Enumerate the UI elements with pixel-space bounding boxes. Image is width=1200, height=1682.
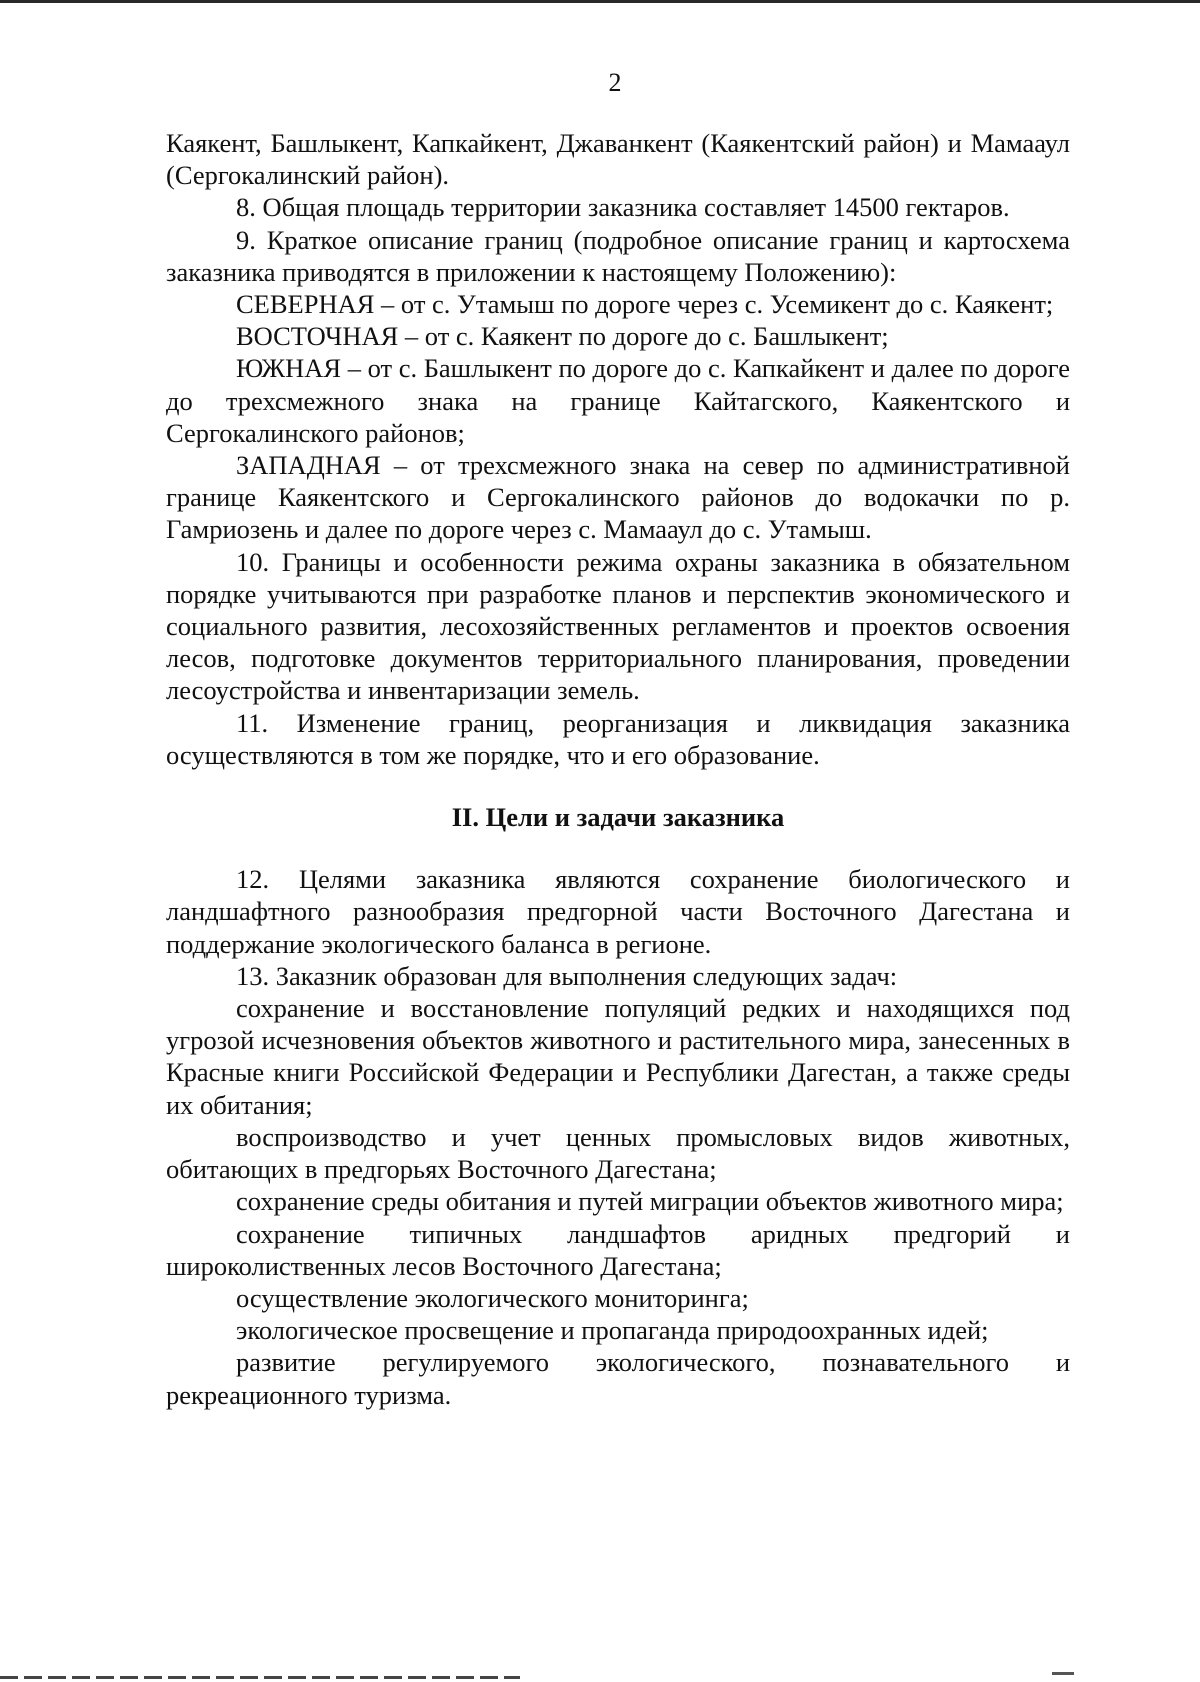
task-item: осуществление экологического мониторинга; (236, 1282, 749, 1313)
scan-edge-top (0, 0, 1200, 3)
paragraph-boundary-south: ЮЖНАЯ – от с. Башлыкент по дороге до с. Капкайкент и далее по дороге до трехсмежного знака на границе Кайтагского, Каякентского и Сергокалинского районов; (166, 353, 1070, 448)
paragraph-item-11: 11. Изменение границ, реорганизация и ликвидация заказника осуществляются в том же порядке, что и его образование. (166, 707, 1070, 770)
page-number: 2 (608, 68, 622, 97)
task-item: сохранение и восстановление популяций редких и находящихся под угрозой исчезновения объектов животного и растительного мира, занесенных в Красные книги Российской Федерации и Республики Дагестан, а также среды их обитания; (166, 993, 1070, 1120)
section-heading: II. Цели и задачи заказника (451, 802, 785, 833)
scan-edge-bottom (0, 1676, 520, 1679)
paragraph-boundary-north: СЕВЕРНАЯ – от с. Утамыш по дороге через с. Усемикент до с. Каякент; (236, 289, 1054, 320)
scan-mark (1052, 1672, 1074, 1675)
paragraph-boundary-west: ЗАПАДНАЯ – от трехсмежного знака на север по административной границе Каякентского и Сергокалинского районов до водокачки по р. Гамриозень и далее по дороге через с. Мамааул до с. Утамыш. (166, 450, 1070, 545)
document-body (166, 127, 1070, 1411)
task-item: сохранение типичных ландшафтов аридных предгорий и широколиственных лесов Восточного Дагестана; (166, 1218, 1070, 1281)
task-item: экологическое просвещение и пропаганда природоохранных идей; (236, 1315, 989, 1346)
paragraph-item-8: 8. Общая площадь территории заказника составляет 14500 гектаров. (236, 192, 1010, 223)
task-item: воспроизводство и учет ценных промысловых видов животных, обитающих в предгорьях Восточного Дагестана; (166, 1121, 1070, 1185)
task-item: развитие регулируемого экологического, познавательного и рекреационного туризма. (166, 1347, 1070, 1410)
task-item: сохранение среды обитания и путей миграции объектов животного мира; (236, 1186, 1064, 1217)
paragraph-item-12: 12. Целями заказника являются сохранение биологического и ландшафтного разнообразия предгорной части Восточного Дагестана и поддержание экологического баланса в регионе. (166, 864, 1070, 959)
paragraph-item-13: 13. Заказник образован для выполнения следующих задач: (236, 960, 898, 991)
paragraph-item-9: 9. Краткое описание границ (подробное описание границ и картосхема заказника приводятся в приложении к настоящему Положению): (166, 224, 1070, 287)
paragraph-continuation: Каякент, Башлыкент, Капкайкент, Джаванкент (Каякентский район) и Мамааул (Сергокалинский район). (166, 128, 1070, 191)
paragraph-item-10: 10. Границы и особенности режима охраны заказника в обязательном порядке учитываются при разработке планов и перспектив экономического и социального развития, лесохозяйственных регламентов и проектов освоения лесов, подготовке документов территориального планирования, проведении лесоустройства и инвентаризации земель. (166, 546, 1070, 706)
paragraph-boundary-east: ВОСТОЧНАЯ – от с. Каякент по дороге до с. Башлыкент; (236, 321, 889, 352)
